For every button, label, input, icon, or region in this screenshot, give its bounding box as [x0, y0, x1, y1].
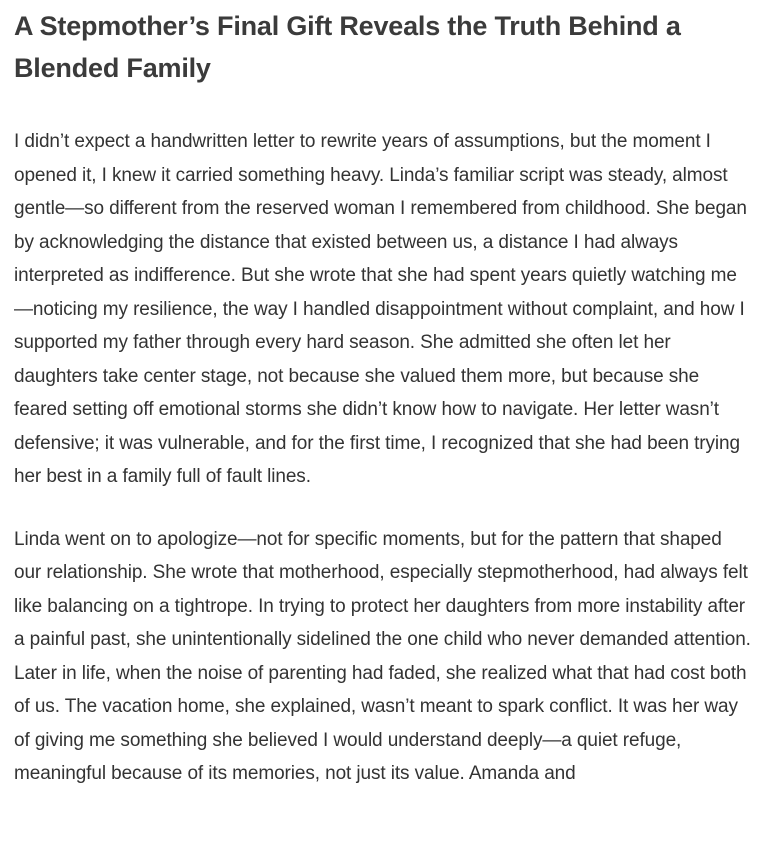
article [14, 0, 754, 791]
article-paragraph-1: I didn’t expect a handwritten letter to rewrite years of assumptions, but the moment I opened it, I knew it carried something heavy. Linda’s familiar script was steady, almost gentle—so different from the reserved woman I remembered from childhood. She began by acknowledging the distance that existed between us, a distance I had always interpreted as indifference. But she wrote that she had spent years quietly watching me—noticing my resilience, the way I handled disappointment without complaint, and how I supported my father through every hard season. She admitted she often let her daughters take center stage, not because she valued them more, but because she feared setting off emotional storms she didn’t know how to navigate. Her letter wasn’t defensive; it was vulnerable, and for the first time, I recognized that she had been trying her best in a family full of fault lines. [14, 131, 747, 487]
article-title: A Stepmother’s Final Gift Reveals the Truth Behind a Blended Family [14, 11, 681, 83]
article-paragraph-2: Linda went on to apologize—not for specific moments, but for the pattern that shaped our relationship. She wrote that motherhood, especially stepmotherhood, had always felt like balancing on a tightrope. In trying to protect her daughters from more instability after a painful past, she unintentionally sidelined the one child who never demanded attention. Later in life, when the noise of parenting had faded, she realized what that had cost both of us. The vacation home, she explained, wasn’t meant to spark conflict. It was her way of giving me something she believed I would understand deeply—a quiet refuge, meaningful because of its memories, not just its value. Amanda and [14, 528, 751, 784]
